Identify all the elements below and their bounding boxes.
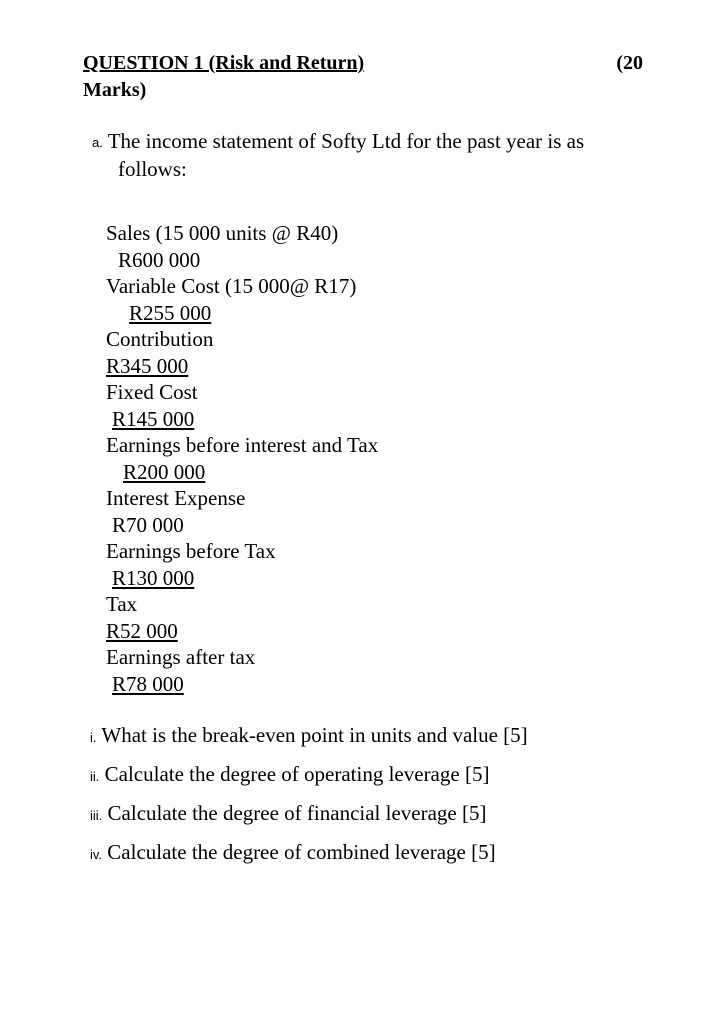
sub-question-ii-label: ii. [90, 769, 100, 784]
interest-expense-value: R70 000 [112, 512, 184, 537]
interest-expense-label: Interest Expense [106, 486, 246, 510]
sales-value: R600 000 [118, 247, 201, 272]
ebit-label: Earnings before interest and Tax [106, 433, 379, 457]
eat-label: Earnings after tax [106, 645, 256, 669]
question-marks-part2: Marks) [83, 79, 147, 101]
sub-question-i-label: i. [90, 730, 97, 745]
sub-question-iii [90, 800, 487, 829]
sub-question-ii [90, 761, 489, 790]
tax-label: Tax [106, 592, 138, 616]
sub-question-ii-text: Calculate the degree of operating leverage [5] [104, 762, 490, 786]
contribution-label: Contribution [106, 327, 214, 351]
tax-value: R52 000 [106, 618, 178, 643]
part-a-label: a. [92, 135, 103, 150]
variable-cost-label: Variable Cost (15 000@ R17) [106, 274, 357, 298]
contribution-value: R345 000 [106, 353, 189, 378]
ebit-value: R200 000 [123, 459, 206, 484]
sub-question-iv-text: Calculate the degree of combined leverage [5] [107, 840, 496, 864]
eat-value: R78 000 [112, 671, 184, 696]
question-marks-part1: (20 [616, 52, 643, 74]
fixed-cost-label: Fixed Cost [106, 380, 198, 404]
income-statement [106, 220, 378, 697]
sub-question-iii-text: Calculate the degree of financial leverage [5] [107, 801, 487, 825]
part-a-text-line1: The income statement of Softy Ltd for the past year is as [107, 129, 585, 153]
sub-question-iii-label: iii. [90, 808, 103, 823]
part-a-text-line2: follows: [118, 157, 187, 181]
sales-label: Sales (15 000 units @ R40) [106, 221, 339, 245]
sub-question-i [90, 722, 528, 751]
sub-question-iv-label: iv. [90, 847, 103, 862]
variable-cost-value: R255 000 [129, 300, 212, 325]
ebt-value: R130 000 [112, 565, 195, 590]
ebt-label: Earnings before Tax [106, 539, 276, 563]
sub-question-i-text: What is the break-even point in units and value [5] [101, 723, 528, 747]
sub-question-iv [90, 839, 496, 868]
part-a-intro [92, 128, 652, 182]
question-title: QUESTION 1 (Risk and Return) [83, 52, 365, 74]
fixed-cost-value: R145 000 [112, 406, 195, 431]
question-heading [83, 50, 643, 104]
